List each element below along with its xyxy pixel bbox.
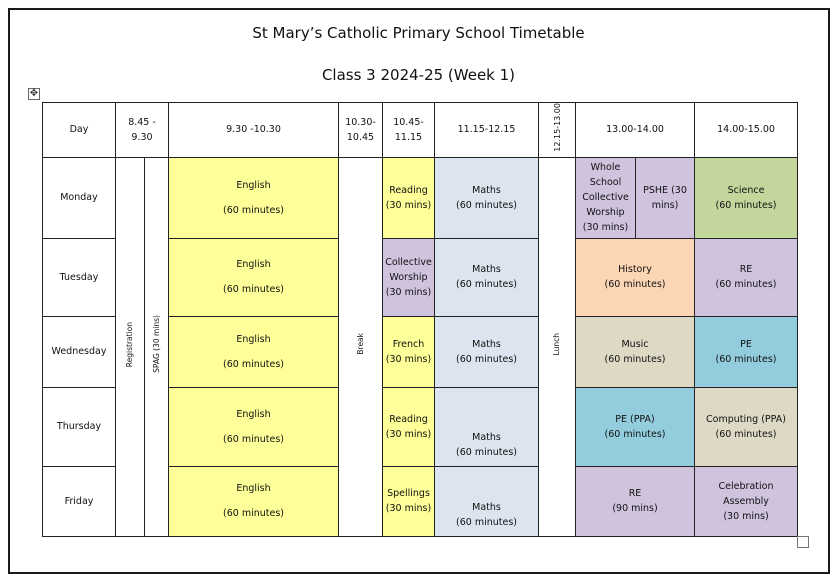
duration: (60 minutes) <box>604 353 666 365</box>
break-cell <box>339 157 383 536</box>
duration: (30 mins) <box>385 199 432 211</box>
reading-cell <box>383 157 435 238</box>
subject: Whole School Collective Worship <box>582 162 629 219</box>
day-tuesday: Tuesday <box>43 238 116 316</box>
duration: (60 minutes) <box>223 433 284 445</box>
header-time-7: 13.00-14.00 <box>576 103 695 158</box>
duration: (30 mins) <box>385 353 432 365</box>
duration: (60 minutes) <box>456 199 517 211</box>
header-time-8: 14.00-15.00 <box>695 103 798 158</box>
duration: (30 mins) <box>385 286 432 298</box>
subject: PE <box>740 338 752 350</box>
english-cell <box>169 238 339 316</box>
re-cell <box>576 466 695 536</box>
lunch-label: Lunch <box>552 332 561 356</box>
english-cell <box>169 466 339 536</box>
duration: (90 mins) <box>612 503 658 515</box>
subject: RE <box>739 264 753 276</box>
spellings-cell <box>383 466 435 536</box>
subject: Reading <box>389 184 428 196</box>
pshe-cell <box>636 157 695 238</box>
timetable <box>42 102 798 537</box>
duration: (60 minutes) <box>223 358 284 370</box>
header-day: Day <box>43 103 116 158</box>
document-title: St Mary’s Catholic Primary School Timetable <box>252 24 585 42</box>
subject: PSHE (30 mins) <box>643 184 687 211</box>
subject: Maths <box>472 338 501 350</box>
duration: (60 minutes) <box>715 428 777 440</box>
day-friday: Friday <box>43 466 116 536</box>
english-cell <box>169 387 339 466</box>
duration: (60 minutes) <box>456 279 517 291</box>
reading-cell <box>383 387 435 466</box>
duration: (30 mins) <box>385 428 432 440</box>
computing-ppa-cell <box>695 387 798 466</box>
duration: (30 mins) <box>582 222 629 234</box>
duration: (60 minutes) <box>604 428 666 440</box>
duration: (60 minutes) <box>604 279 666 291</box>
duration: (60 minutes) <box>223 284 284 296</box>
pe-ppa-cell <box>576 387 695 466</box>
maths-cell <box>435 316 539 387</box>
subject: English <box>236 333 271 345</box>
subject: English <box>236 483 271 495</box>
subject: Music <box>621 338 649 350</box>
registration-label: Registration <box>125 321 134 367</box>
science-cell <box>695 157 798 238</box>
subject: English <box>236 408 271 420</box>
table-row <box>43 157 798 238</box>
subject: RE <box>628 488 642 500</box>
header-time-6-text: 12.15-13.00 <box>552 103 562 152</box>
french-cell <box>383 316 435 387</box>
music-cell <box>576 316 695 387</box>
day-monday: Monday <box>43 157 116 238</box>
maths-cell <box>435 157 539 238</box>
maths-cell <box>435 238 539 316</box>
duration: (30 mins) <box>723 510 769 522</box>
subject: Maths <box>472 184 501 196</box>
subject: Science <box>727 184 765 196</box>
header-time-4: 10.45-11.15 <box>383 103 435 158</box>
duration: (60 minutes) <box>223 508 284 520</box>
duration: (60 minutes) <box>715 279 777 291</box>
subject: PE (PPA) <box>615 413 655 425</box>
history-cell <box>576 238 695 316</box>
english-cell <box>169 316 339 387</box>
header-time-5: 11.15-12.15 <box>435 103 539 158</box>
lunch-cell <box>539 157 576 536</box>
english-cell <box>169 157 339 238</box>
table-move-handle-icon[interactable]: ✥ <box>29 88 39 99</box>
subject: Spellings <box>387 488 430 500</box>
header-time-3: 10.30-10.45 <box>339 103 383 158</box>
subject: English <box>236 179 271 191</box>
subject: Computing (PPA) <box>706 413 786 425</box>
duration: (60 minutes) <box>715 199 777 211</box>
table-resize-handle[interactable] <box>797 536 809 548</box>
subject: Reading <box>389 413 428 425</box>
subject: Maths <box>472 501 501 513</box>
duration: (60 minutes) <box>456 353 517 365</box>
duration: (30 mins) <box>385 503 432 515</box>
duration: (60 minutes) <box>456 516 517 528</box>
collective-worship-cell <box>576 157 636 238</box>
subject: English <box>236 259 271 271</box>
duration: (60 minutes) <box>223 204 284 216</box>
duration: (60 minutes) <box>456 446 517 458</box>
maths-cell <box>435 466 539 536</box>
subject: Maths <box>472 431 501 443</box>
duration: (60 minutes) <box>715 353 777 365</box>
subject: History <box>618 264 652 276</box>
spag-cell <box>145 157 169 536</box>
subject: Maths <box>472 264 501 276</box>
registration-cell <box>116 157 145 536</box>
re-cell <box>695 238 798 316</box>
break-label: Break <box>355 333 365 356</box>
celebration-assembly-cell <box>695 466 798 536</box>
pe-cell <box>695 316 798 387</box>
header-time-1: 8.45 - 9.30 <box>116 103 169 158</box>
header-time-6 <box>539 103 576 158</box>
day-thursday: Thursday <box>43 387 116 466</box>
collective-worship-cell <box>383 238 435 316</box>
spag-label: SPAG (30 mins) <box>151 315 161 374</box>
subject: French <box>392 338 425 350</box>
header-time-2: 9.30 -10.30 <box>169 103 339 158</box>
document-subtitle: Class 3 2024-25 (Week 1) <box>321 66 516 84</box>
subject: Celebration Assembly <box>718 480 774 507</box>
subject: Collective Worship <box>385 256 432 283</box>
header-row <box>43 103 798 158</box>
maths-cell <box>435 387 539 466</box>
day-wednesday: Wednesday <box>43 316 116 387</box>
